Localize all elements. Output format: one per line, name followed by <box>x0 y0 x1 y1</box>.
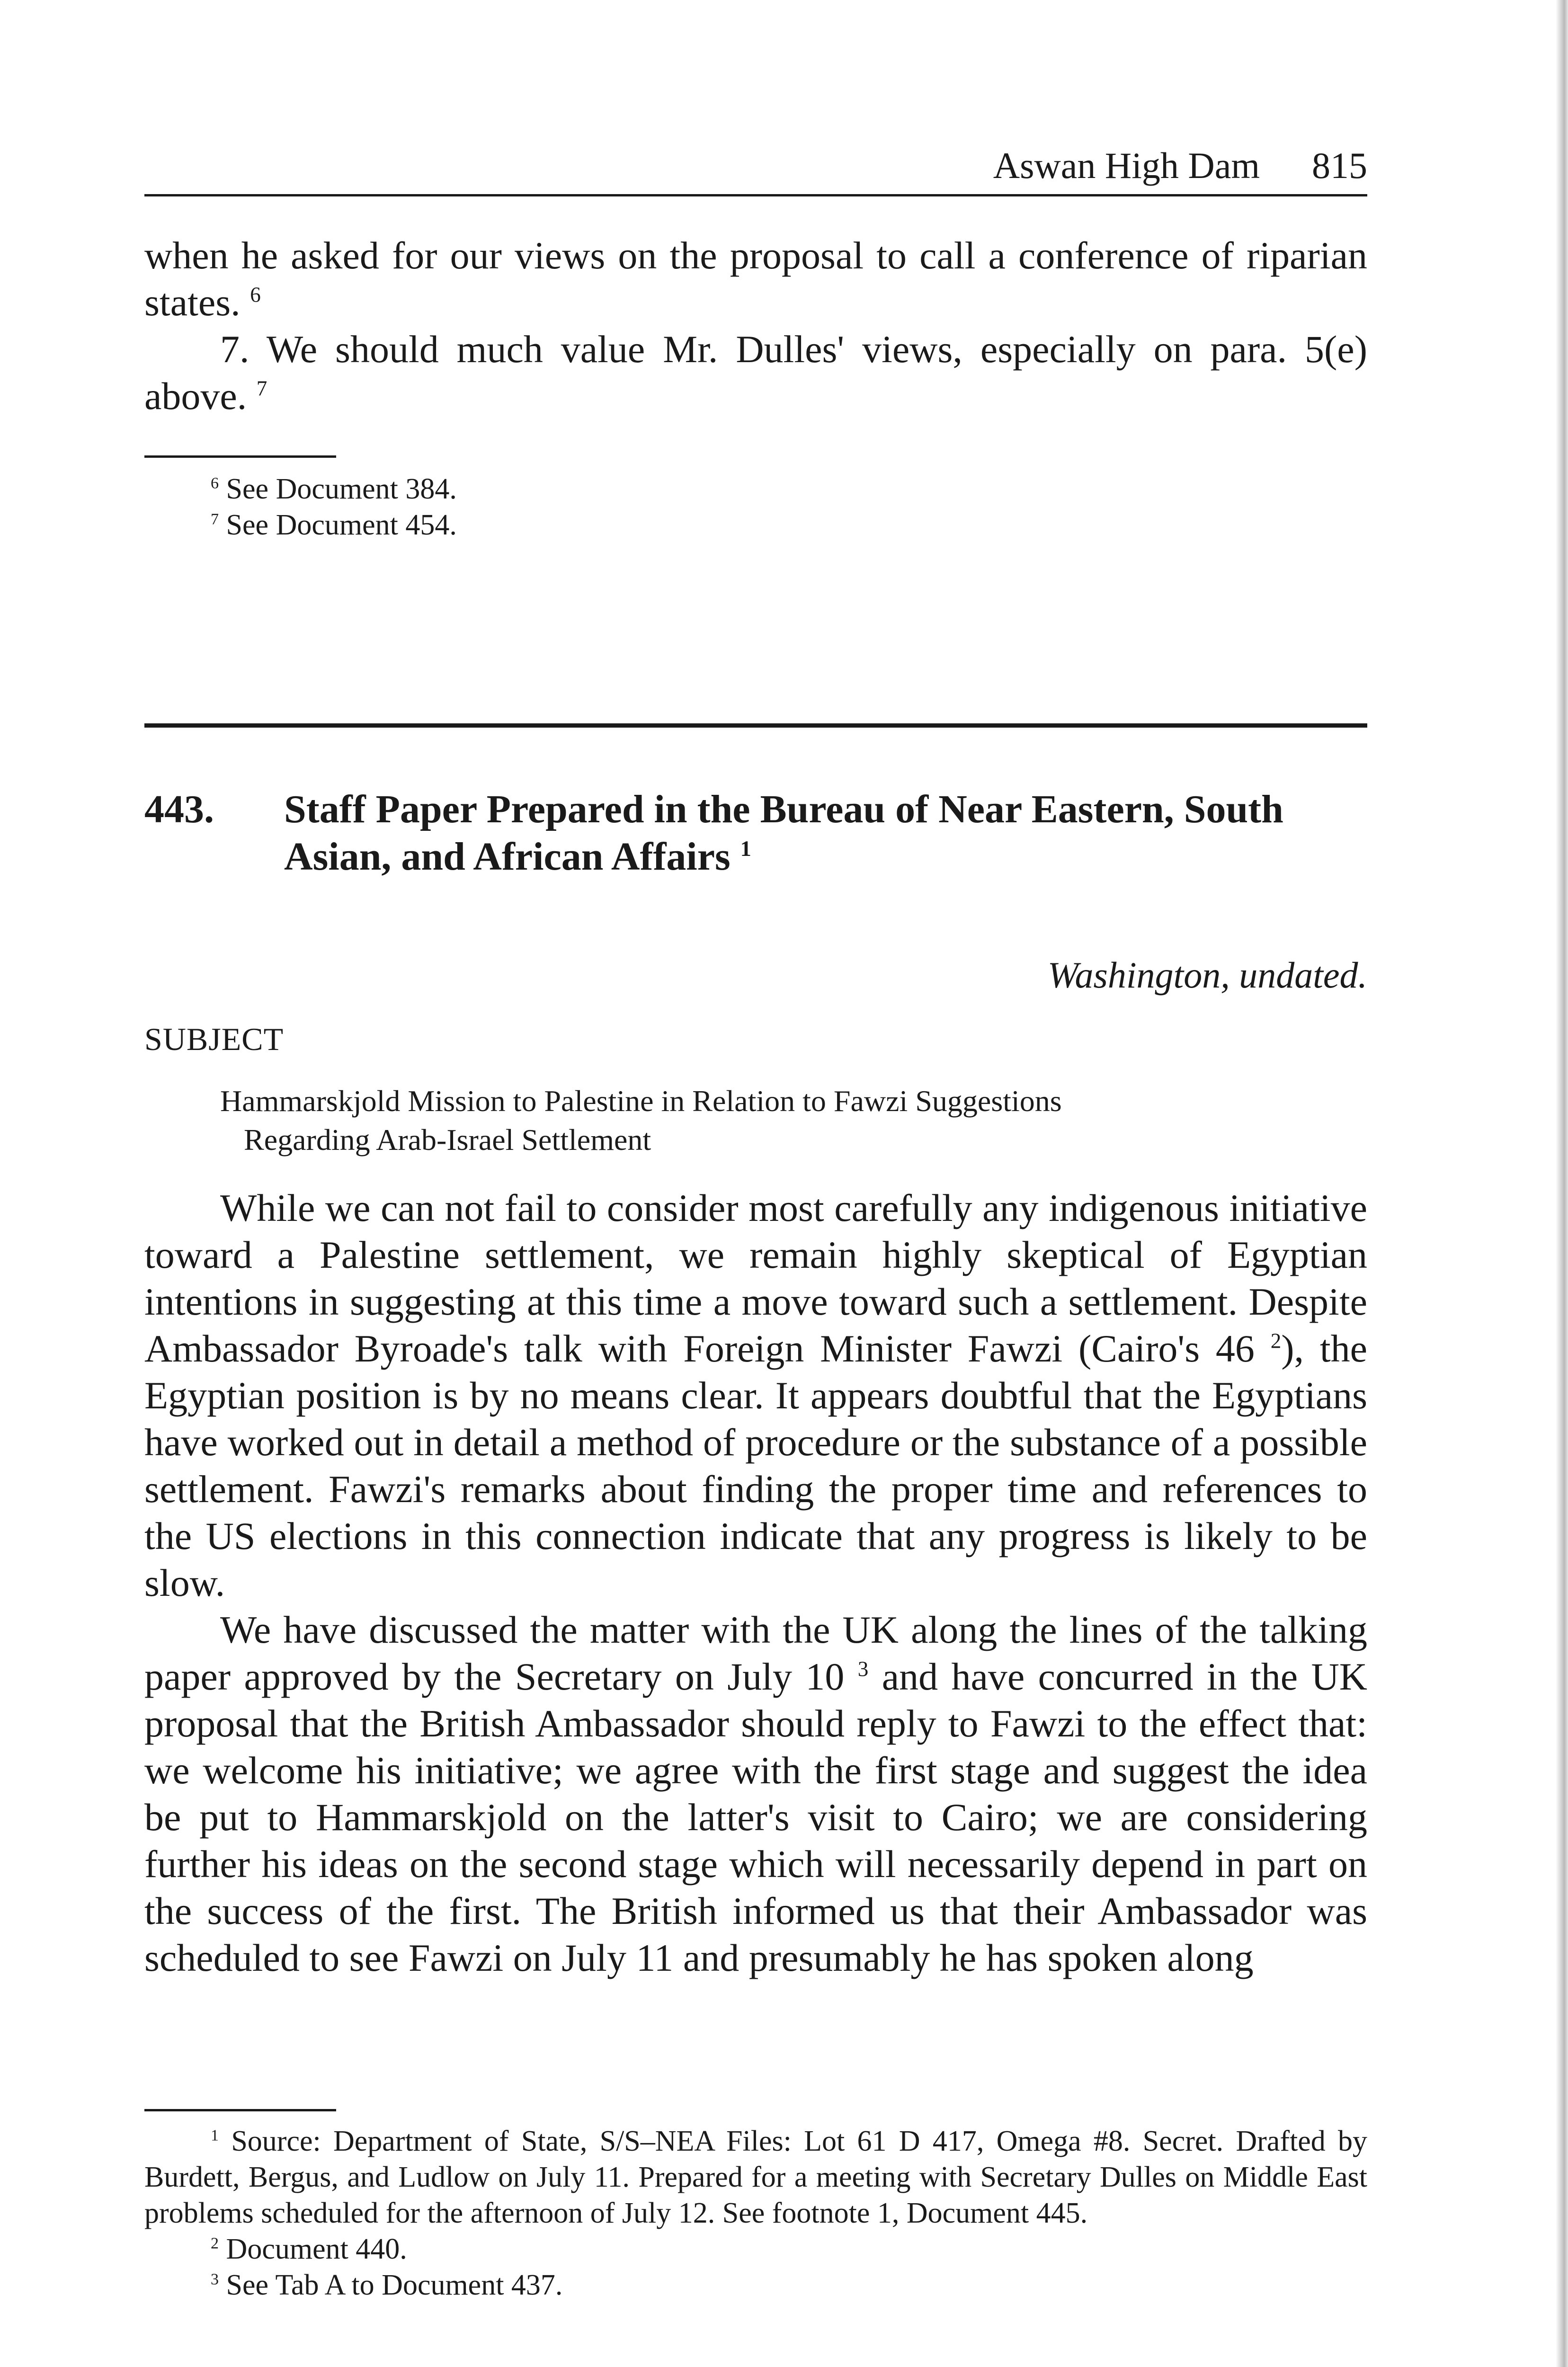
scan-edge-shadow <box>1556 0 1568 2367</box>
carryover-paragraph-2: 7. We should much value Mr. Dulles' views, especially on para. 5(e) above. $^7$ <box>144 328 1367 418</box>
bottom-footnotes <box>144 2123 1367 2303</box>
body-paragraph-2: We have discussed the matter with the UK along the lines of the talking paper approved by the Secretary on July 10 $^3$ and have concurred in the UK proposal that the British Ambassador should reply to Fawzi to the effect that: we welcome his initiative; we agree with the first stage and suggest the idea be put to Hammarskjold on the latter's visit to Cairo; we are considering further his ideas on the second stage which will necessarily depend in part on the success of the first. The British informed us that their Ambassador was scheduled to see Fawzi on July 11 and presumably he has spoken along <box>144 1608 1368 1979</box>
footnote-ref-1: 1 <box>740 836 751 861</box>
body-paragraph-1: While we can not fail to consider most carefully any indigenous initiative toward a Palestine settlement, we remain highly skeptical of Egyptian intentions in suggesting at this time a move toward such a settlement. Despite Ambassador Byroade's talk with Foreign Minister Fawzi (Cairo's 46 $^2$), the Egyptian position is by no means clear. It appears doubtful that the Egyptians have worked out in detail a method of procedure or the substance of a possible settlement. Fawzi's remarks about finding the proper time and references to the US elections in this connection indicate that any progress is likely to be slow. <box>144 1186 1367 1604</box>
document-body <box>144 1184 1367 1981</box>
footnote-2: $^2$ Document 440. <box>211 2233 407 2265</box>
footnote-1: $^1$ Source: Department of State, S/S–NEA Files: Lot 61 D 417, Omega #8. Secret. Drafted by Burdett, Bergus, and Ludlow on July 11. Prepared for a meeting with Secretary Dulles on Middle East problems scheduled for the afternoon of July 12. See footnote 1, Document 445. <box>144 2125 1367 2229</box>
footnote-3: $^3$ See Tab A to Document 437. <box>211 2269 563 2301</box>
document-title: Staff Paper Prepared in the Bureau of Near Eastern, South Asian, and African Affairs $^1$ <box>284 787 1283 879</box>
carryover-text <box>144 232 1367 419</box>
footnote-7: $^7$ See Document 454. <box>211 509 457 541</box>
subject-line-1: Hammarskjold Mission to Palestine in Relation to Fawzi Suggestions <box>220 1084 1062 1118</box>
document-number: 443. <box>144 787 214 831</box>
carryover-paragraph-1: when he asked for our views on the proposal to call a conference of riparian states. $^6$ <box>144 234 1367 324</box>
footnote-6: $^6$ See Document 384. <box>211 473 457 505</box>
running-head-title: Aswan High Dam <box>993 145 1260 186</box>
footnote-ref-2: 2 <box>1270 1329 1282 1353</box>
footnote-ref-3: 3 <box>857 1657 869 1681</box>
footnote-rule-top <box>144 455 336 458</box>
dateline: Washington, undated. <box>1047 954 1367 996</box>
running-head <box>144 142 1367 196</box>
footnote-ref-6: 6 <box>250 283 261 307</box>
footnote-ref-7: 7 <box>256 376 267 400</box>
page-number: 815 <box>1312 145 1367 186</box>
document-heading <box>144 786 1367 881</box>
top-footnotes <box>144 471 1367 543</box>
section-divider <box>144 723 1367 728</box>
subject-line-2: Regarding Arab-Israel Settlement <box>244 1123 651 1157</box>
footnote-rule-bottom <box>144 2109 336 2111</box>
subject-text <box>220 1082 1309 1159</box>
subject-label: SUBJECT <box>144 1021 284 1057</box>
